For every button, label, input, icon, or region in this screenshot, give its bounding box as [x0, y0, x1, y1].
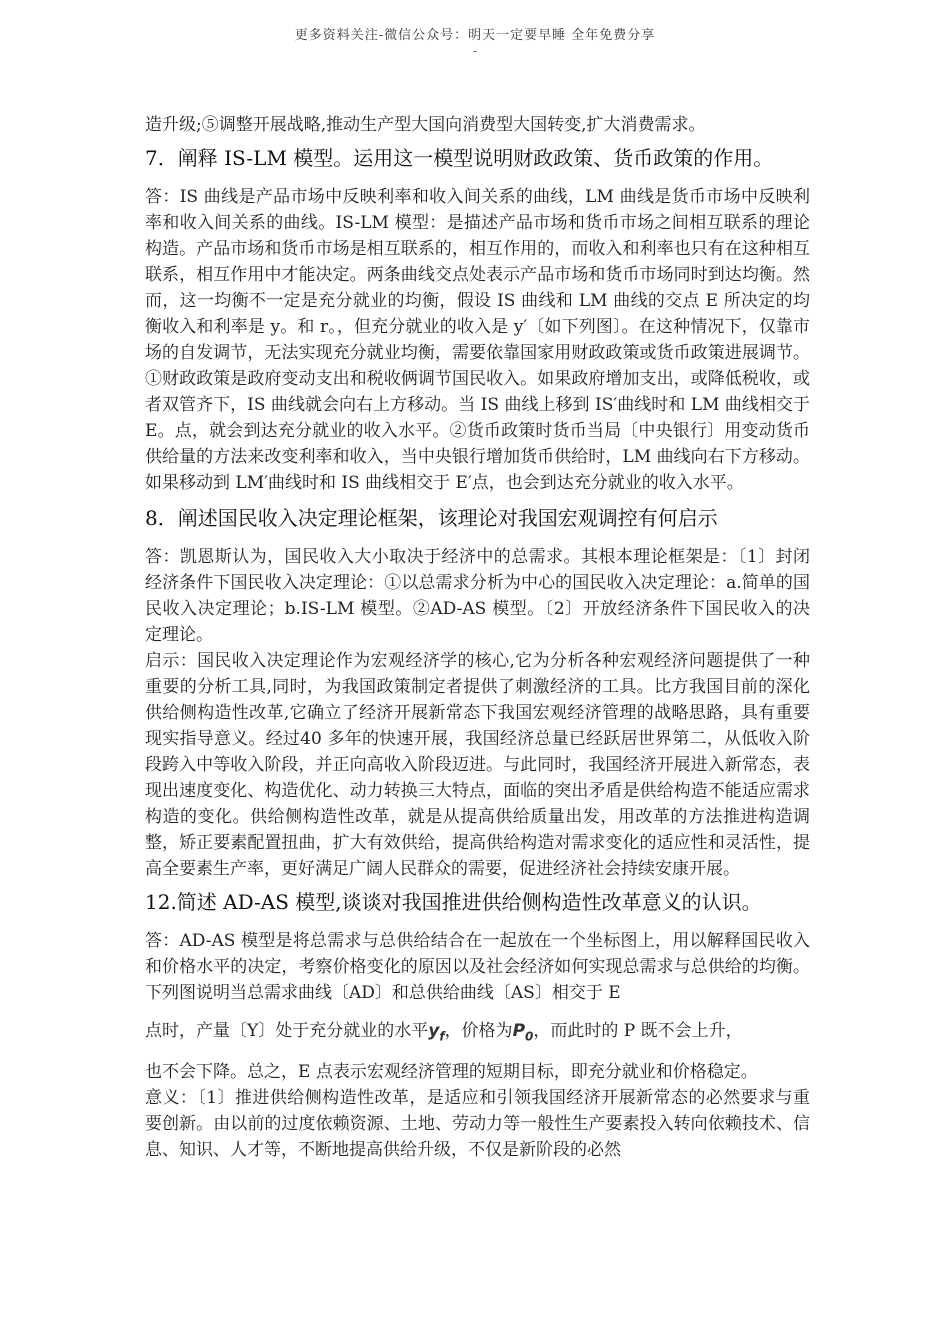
document-body: [145, 112, 810, 1163]
question-7-heading: 7．阐释 IS-LM 模型。运用这一模型说明财政政策、货币政策的作用。: [145, 146, 774, 170]
answer-12-text-a: 点时，产量〔Y〕处于充分就业的水平: [145, 1021, 429, 1041]
question-8-heading: 8．阐述国民收入决定理论框架，该理论对我国宏观调控有何启示: [145, 506, 718, 530]
answer-12-part2: [145, 1016, 810, 1051]
answer-12-part3: 也不会下降。总之，E 点表示宏观经济管理的短期目标，即充分就业和价格稳定。: [145, 1062, 758, 1083]
answer-7: 答：IS 曲线是产品市场中反映利率和收入间关系的曲线，LM 曲线是货币市场中反映利率和收入间关系的曲线。IS-LM 模型：是描述产品市场和货币市场之间相互联系的理论构造。产品市场和货币市场是相互联系的，相互作用的，而收入和利率也只有在这种相互联系，相互作用中才能决定。两条曲线交点处表示产品市场和货币市场同时到达均衡。然而，这一均衡不一定是充分就业的均衡，假设 IS 曲线和 LM 曲线的交点 E 所决定的均衡收入和利率是 y。和 r。，但充分就业的收入是 y′〔如下列图〕。在这种情况下，仅靠市场的自发调节，无法实现充分就业均衡，需要依靠国家用财政政策或货币政策进展调节。①财政政策是政府变动支出和税收俩调节国民收入。如果政府增加支出，或降低税收，或者双管齐下，IS 曲线就会向右上方移动。当 IS 曲线上移到 IS′曲线时和 LM 曲线相交于 E。点，就会到达充分就业的收入水平。②货币政策时货币当局〔中央银行〕用变动货币供给量的方法来改变利率和收入，当中央银行增加货币供给时，LM 曲线向右下方移动。如果移动到 LM′曲线时和 IS 曲线相交于 E′点，也会到达充分就业的收入水平。: [145, 187, 810, 493]
answer-12-text-b: ，价格为: [444, 1021, 513, 1041]
answer-8: 答：凯恩斯认为，国民收入大小取决于经济中的总需求。其根本理论框架是：〔1〕封闭经济条件下国民收入决定理论：①以总需求分析为中心的国民收入决定理论：a.简单的国民收入决定理论；b.IS-LM 模型。②AD-AS 模型。〔2〕开放经济条件下国民收入的决定理论。: [145, 547, 810, 645]
paragraph-continuation: 造升级;⑤调整开展战略,推动生产型大国向消费型大国转变,扩大消费需求。: [145, 115, 706, 135]
question-12-heading: 12.简述 AD-AS 模型,谈谈对我国推进供给侧构造性改革意义的认识。: [145, 890, 762, 914]
answer-8-insight: 启示：国民收入决定理论作为宏观经济学的核心,它为分析各种宏观经济问题提供了一种重要的分析工具,同时，为我国政策制定者提供了刺激经济的工具。比方我国目前的深化供给侧构造性改革,它确立了经济开展新常态下我国宏观经济管理的战略思路，具有重要现实指导意义。经过40 多年的快速开展，我国经济总量已经跃居世界第二，从低收入阶段跨入中等收入阶段，并正向高收入阶段迈进。与此同时，我国经济开展进入新常态，表现出速度变化、构造优化、动力转换三大特点，面临的突出矛盾是供给构造不能适应需求构造的变化。供给侧构造性改革，就是从提高供给质量出发，用改革的方法推进构造调整，矫正要素配置扭曲，扩大有效供给，提高供给构造对需求变化的适应性和灵活性，提高全要素生产率，更好满足广阔人民群众的需要，促进经济社会持续安康开展。: [145, 651, 810, 879]
header-dash: -: [472, 44, 478, 58]
page-header: 更多资料关注-微信公众号：明天一定要早睡 全年免费分享: [294, 28, 656, 43]
answer-12-text-c: ，而此时的 P 既不会上升，: [533, 1021, 743, 1041]
answer-12-significance: 意义：〔1〕推进供给侧构造性改革，是适应和引领我国经济开展新常态的必然要求与重要创新。由以前的过度依赖资源、土地、劳动力等一般性生产要素投入转向依赖技术、信息、知识、人才等，不断地提高供给升级，不仅是新阶段的必然: [145, 1088, 810, 1161]
p0-symbol: $P_0$: [512, 1021, 534, 1044]
answer-12-part1: 答：AD-AS 模型是将总需求与总供给结合在一起放在一个坐标图上，用以解释国民收入和价格水平的决定，考察价格变化的原因以及社会经济如何实现总需求与总供给的均衡。下列图说明当总需求曲线〔AD〕和总供给曲线〔AS〕相交于 E: [145, 931, 810, 1003]
yf-symbol: $y_f$: [428, 1021, 445, 1044]
